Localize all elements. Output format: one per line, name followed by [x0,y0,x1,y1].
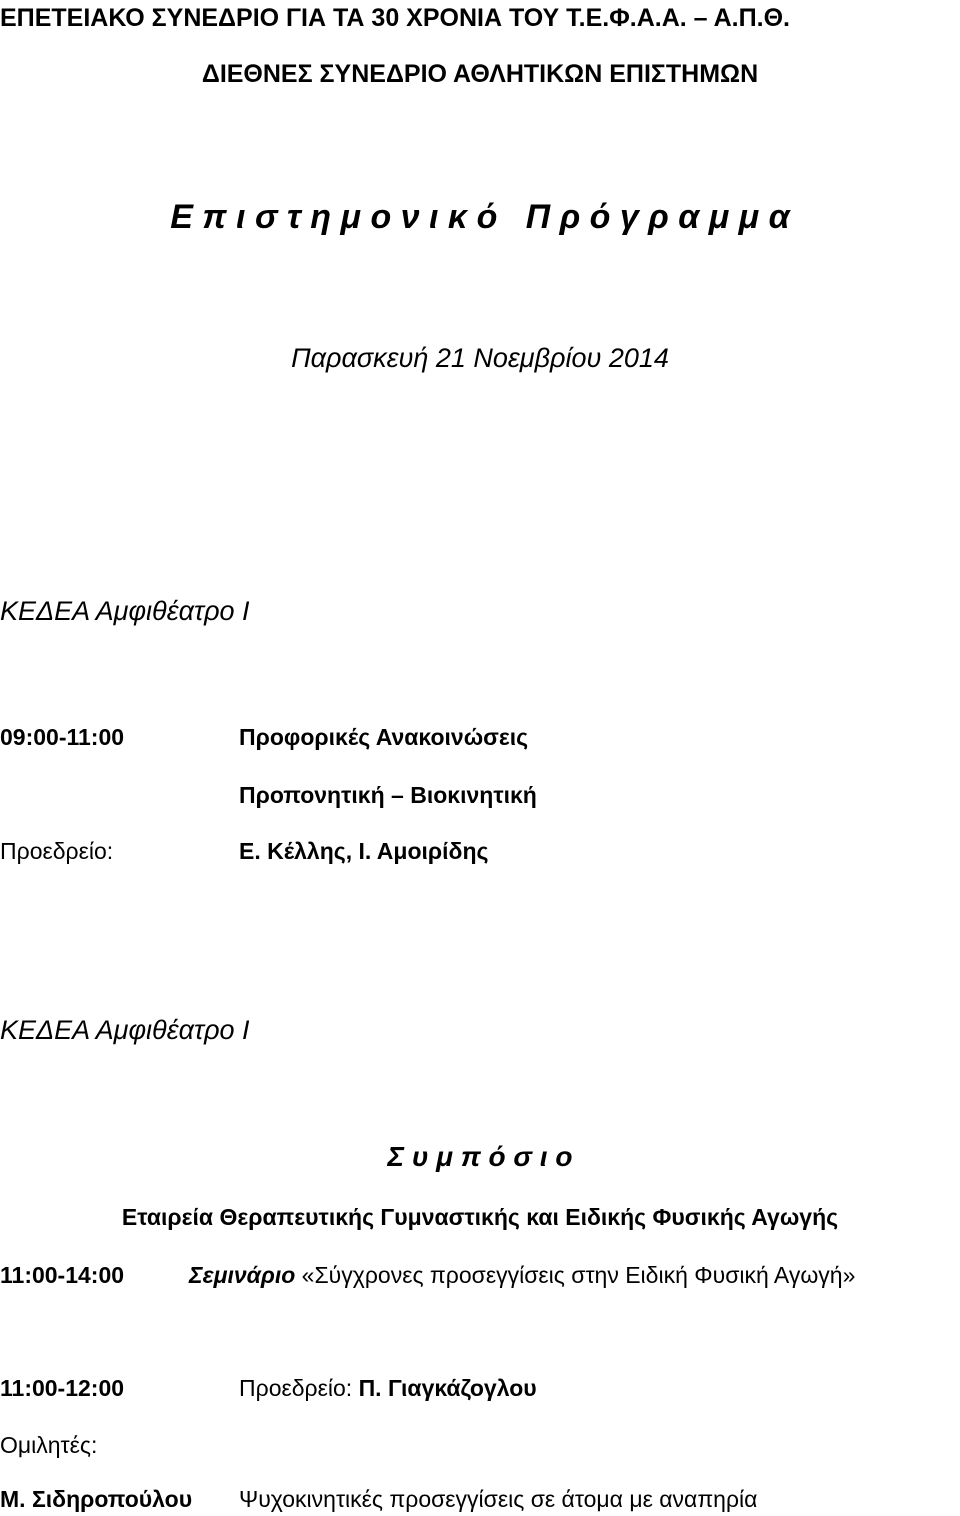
session1-topic: Προπονητική – Βιοκινητική [239,782,537,808]
session3-time: 11:00-12:00 [0,1375,125,1401]
session3-chair-label: Προεδρείο: [239,1375,353,1401]
speakers-label: Ομιλητές: [0,1432,98,1458]
session1-type: Προφορικές Ανακοινώσεις [239,724,529,750]
seminar-line [189,1264,855,1287]
session2-time: 11:00-14:00 [0,1262,125,1288]
session2-venue: ΚΕΔΕΑ Αμφιθέατρο Ι [0,1015,250,1045]
scientific-program-title: Ε π ι σ τ η μ ο ν ι κ ό Π ρ ό γ ρ α μ μ α [170,198,790,236]
program-date: Παρασκευή 21 Νοεμβρίου 2014 [291,343,669,373]
session1-chair-label: Προεδρείο: [0,838,114,864]
symposium-title: Σ υ μ π ό σ ι ο [387,1141,573,1172]
talk-title: Ψυχοκινητικές προσεγγίσεις σε άτομα με αναπηρία [239,1486,758,1512]
session1-venue: ΚΕΔΕΑ Αμφιθέατρο Ι [0,596,250,626]
conference-anniversary-title: ΕΠΕΤΕΙΑΚΟ ΣΥΝΕΔΡΙΟ ΓΙΑ ΤΑ 30 ΧΡΟΝΙΑ ΤΟΥ Τ.Ε.Φ.Α.Α. – Α.Π.Θ. [0,4,790,32]
session1-time: 09:00-11:00 [0,724,125,750]
speaker-name: Μ. Σιδηροπούλου [0,1486,193,1512]
conference-international-title: ΔΙΕΘΝΕΣ ΣΥΝΕΔΡΙΟ ΑΘΛΗΤΙΚΩΝ ΕΠΙΣΤΗΜΩΝ [201,60,759,88]
session1-chairs: Ε. Κέλλης, Ι. Αμοιρίδης [239,838,489,864]
session3-chair-name: Π. Γιαγκάζογλου [358,1375,537,1401]
session3-chair-line [239,1377,537,1400]
symposium-society: Εταιρεία Θεραπευτικής Γυμναστικής και Ειδικής Φυσικής Αγωγής [121,1204,839,1230]
seminar-label: Σεμινάριο [189,1262,296,1288]
seminar-title: «Σύγχρονες προσεγγίσεις στην Ειδική Φυσική Αγωγή» [301,1262,856,1288]
